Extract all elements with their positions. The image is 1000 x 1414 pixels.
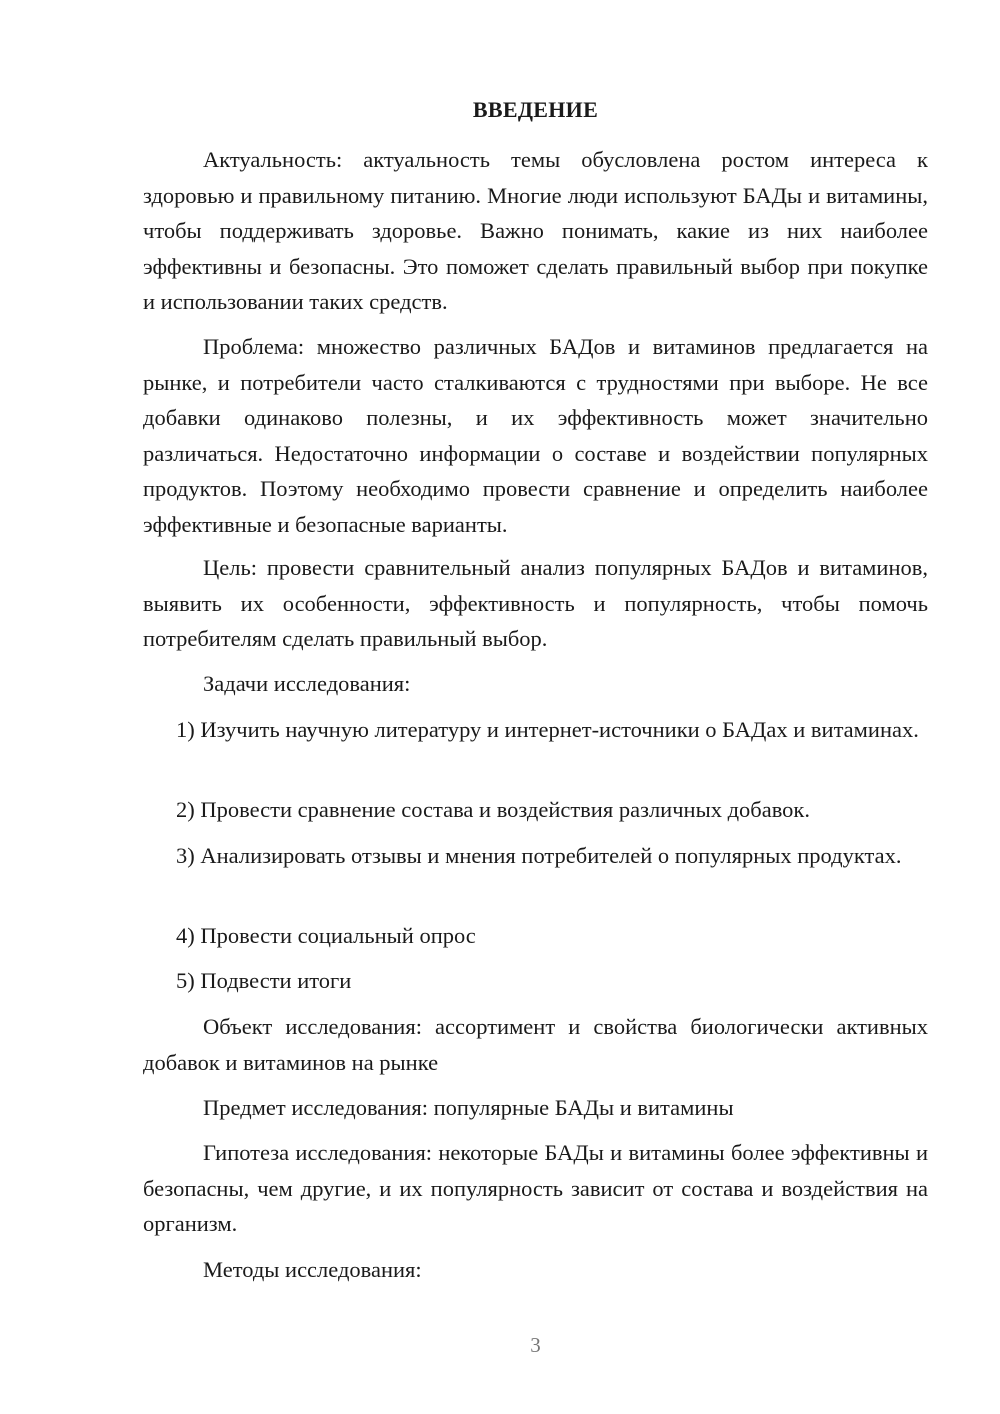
relevance-paragraph: Актуальность: актуальность темы обусловлена ростом интереса к здоровью и правильному питанию. Многие люди используют БАДы и витамины, чтобы поддерживать здоровье. Важно понимать, какие из них наиболее эффективны и безопасны. Это поможет сделать правильный выбор при покупке и использовании таких средств. <box>143 147 928 314</box>
tasks-heading: Задачи исследования: <box>203 671 411 696</box>
page-number: 3 <box>530 1333 541 1357</box>
task-item-1: 1) Изучить научную литературу и интернет-источники о БАДах и витаминах. <box>176 717 919 742</box>
methods-heading: Методы исследования: <box>203 1257 422 1282</box>
goal-paragraph: Цель: провести сравнительный анализ популярных БАДов и витаминов, выявить их особенности, эффективность и популярность, чтобы помочь потребителям сделать правильный выбор. <box>143 555 928 651</box>
subject-paragraph: Предмет исследования: популярные БАДы и витамины <box>203 1095 734 1120</box>
problem-paragraph: Проблема: множество различных БАДов и витаминов предлагается на рынке, и потребители часто сталкиваются с трудностями при выборе. Не все добавки одинаково полезны, и их эффективность может значительно различаться. Недостаточно информации о составе и воздействии популярных продуктов. Поэтому необходимо провести сравнение и определить наиболее эффективные и безопасные варианты. <box>143 334 928 537</box>
task-item-5: 5) Подвести итоги <box>176 968 352 993</box>
hypothesis-paragraph: Гипотеза исследования: некоторые БАДы и витамины более эффективны и безопасны, чем другие, и их популярность зависит от состава и воздействия на организм. <box>143 1140 928 1236</box>
object-paragraph: Объект исследования: ассортимент и свойства биологически активных добавок и витаминов на рынке <box>143 1014 928 1075</box>
task-item-2: 2) Провести сравнение состава и воздействия различных добавок. <box>176 797 810 822</box>
section-title: ВВЕДЕНИЕ <box>472 97 599 122</box>
task-item-3: 3) Анализировать отзывы и мнения потребителей о популярных продуктах. <box>176 843 902 868</box>
task-item-4: 4) Провести социальный опрос <box>176 923 476 948</box>
